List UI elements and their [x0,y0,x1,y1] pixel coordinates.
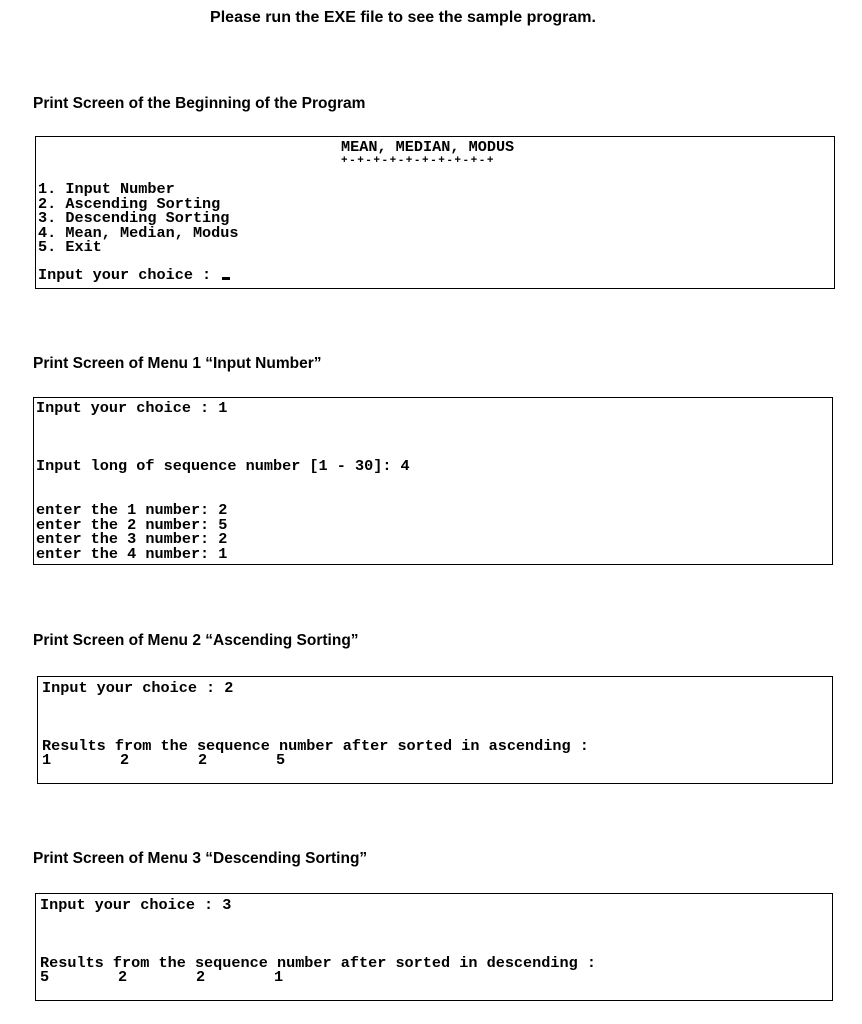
entry-line-4: enter the 4 number: 1 [36,544,228,563]
result-value: 2 [196,968,206,986]
section-heading-menu-3: Print Screen of Menu 3 “Descending Sorting” [33,850,368,867]
choice-prompt [38,268,230,283]
console-screenshot-input-number [33,397,833,565]
menu-item-1: 1. Input Number [38,180,175,198]
document-title: Please run the EXE file to see the sample program. [210,9,596,26]
choice-prompt: Input your choice : 1 [36,399,228,417]
menu-item-2: 2. Ascending Sorting [38,194,221,213]
console-separator: +-+-+-+-+-+-+-+-+-+ [341,155,495,167]
entry-line-2: enter the 2 number: 5 [36,515,228,534]
result-label: Results from the sequence number after sorted in descending : [40,954,596,972]
console-screenshot-main-menu [35,136,835,289]
result-value: 2 [120,751,130,769]
console-header: MEAN, MEDIAN, MODUS [341,138,515,156]
length-prompt: Input long of sequence number [1 - 30]: 4 [36,457,410,475]
result-value: 5 [276,751,286,769]
choice-prompt: Input your choice : 3 [40,896,232,914]
section-heading-menu-2: Print Screen of Menu 2 “Ascending Sorting” [33,632,359,649]
entry-line-1: enter the 1 number: 2 [36,501,228,519]
result-value: 1 [274,968,284,986]
section-heading-menu-1: Print Screen of Menu 1 “Input Number” [33,355,322,372]
result-label: Results from the sequence number after sorted in ascending : [42,737,589,755]
console-screenshot-ascending [37,676,833,784]
result-value: 1 [42,751,52,769]
cursor-icon [222,277,230,280]
console-screenshot-descending [35,893,833,1001]
choice-prompt-text: Input your choice : [38,266,221,284]
menu-item-4: 4. Mean, Median, Modus [38,223,239,242]
result-values [42,753,354,768]
result-value: 2 [118,968,128,986]
menu-item-3: 3. Descending Sorting [38,209,230,227]
choice-prompt: Input your choice : 2 [42,679,234,697]
entry-line-3: enter the 3 number: 2 [36,530,228,548]
result-value: 5 [40,968,50,986]
result-values [40,970,352,985]
section-heading-beginning: Print Screen of the Beginning of the Program [33,95,366,112]
result-value: 2 [198,751,208,769]
menu-item-5: 5. Exit [38,238,102,256]
